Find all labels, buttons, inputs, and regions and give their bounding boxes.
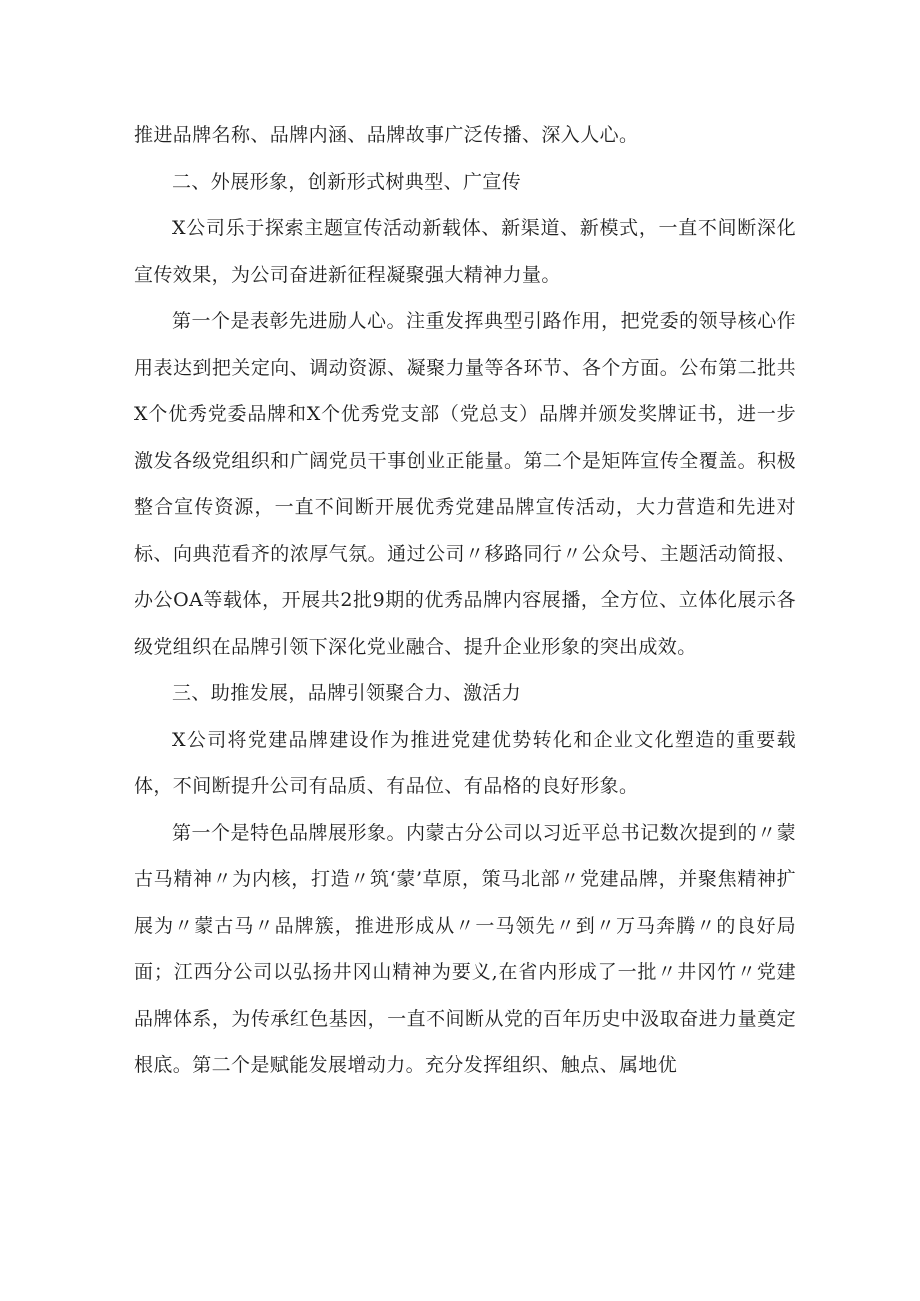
- paragraph-body: 第一个是特色品牌展形象。内蒙古分公司以习近平总书记数次提到的〃蒙古马精神〃为内核，打造〃筑‘蒙’草原，策马北部〃党建品牌，并聚焦精神扩展为〃蒙古马〃品牌簇，推进形成从〃一马领先〃到〃万马奔腾〃的良好局面；江西分公司以弘扬井冈山精神为要义,在省内形成了一批〃井冈竹〃党建品牌体系，为传承红色基因，一直不间断从党的百年历史中汲取奋进力量奠定根底。第二个是赋能发展增动力。充分发挥组织、触点、属地优: [134, 821, 796, 1076]
- paragraph-body: X公司将党建品牌建设作为推进党建优势转化和企业文化塑造的重要载体，不间断提升公司有品质、有品位、有品格的良好形象。: [134, 728, 796, 797]
- paragraph-continuation: 推进品牌名称、品牌内涵、品牌故事广泛传播、深入人心。: [134, 124, 639, 146]
- paragraph-body: 第一个是表彰先进励人心。注重发挥典型引路作用，把党委的领导核心作用表达到把关定向、调动资源、凝聚力量等各环节、各个方面。公布第二批共X个优秀党委品牌和X个优秀党支部（党总支）品牌并颁发奖牌证书，进一步激发各级党组织和广阔党员干事创业正能量。第二个是矩阵宣传全覆盖。积极整合宣传资源，一直不间断开展优秀党建品牌宣传活动，大力营造和先进对标、向典范看齐的浓厚气氛。通过公司〃移路同行〃公众号、主题活动简报、办公OA等载体，开展共2批9期的优秀品牌内容展播，全方位、立体化展示各级党组织在品牌引领下深化党业融合、提升企业形象的突出成效。: [134, 310, 796, 658]
- document-body: [134, 112, 796, 1089]
- section-heading-three: 三、助推发展，品牌引领聚合力、激活力: [172, 682, 522, 704]
- section-heading-two: 二、外展形象，创新形式树典型、广宣传: [172, 170, 522, 193]
- paragraph-body: X公司乐于探索主题宣传活动新载体、新渠道、新模式，一直不间断深化宣传效果，为公司奋进新征程凝聚强大精神力量。: [134, 217, 796, 286]
